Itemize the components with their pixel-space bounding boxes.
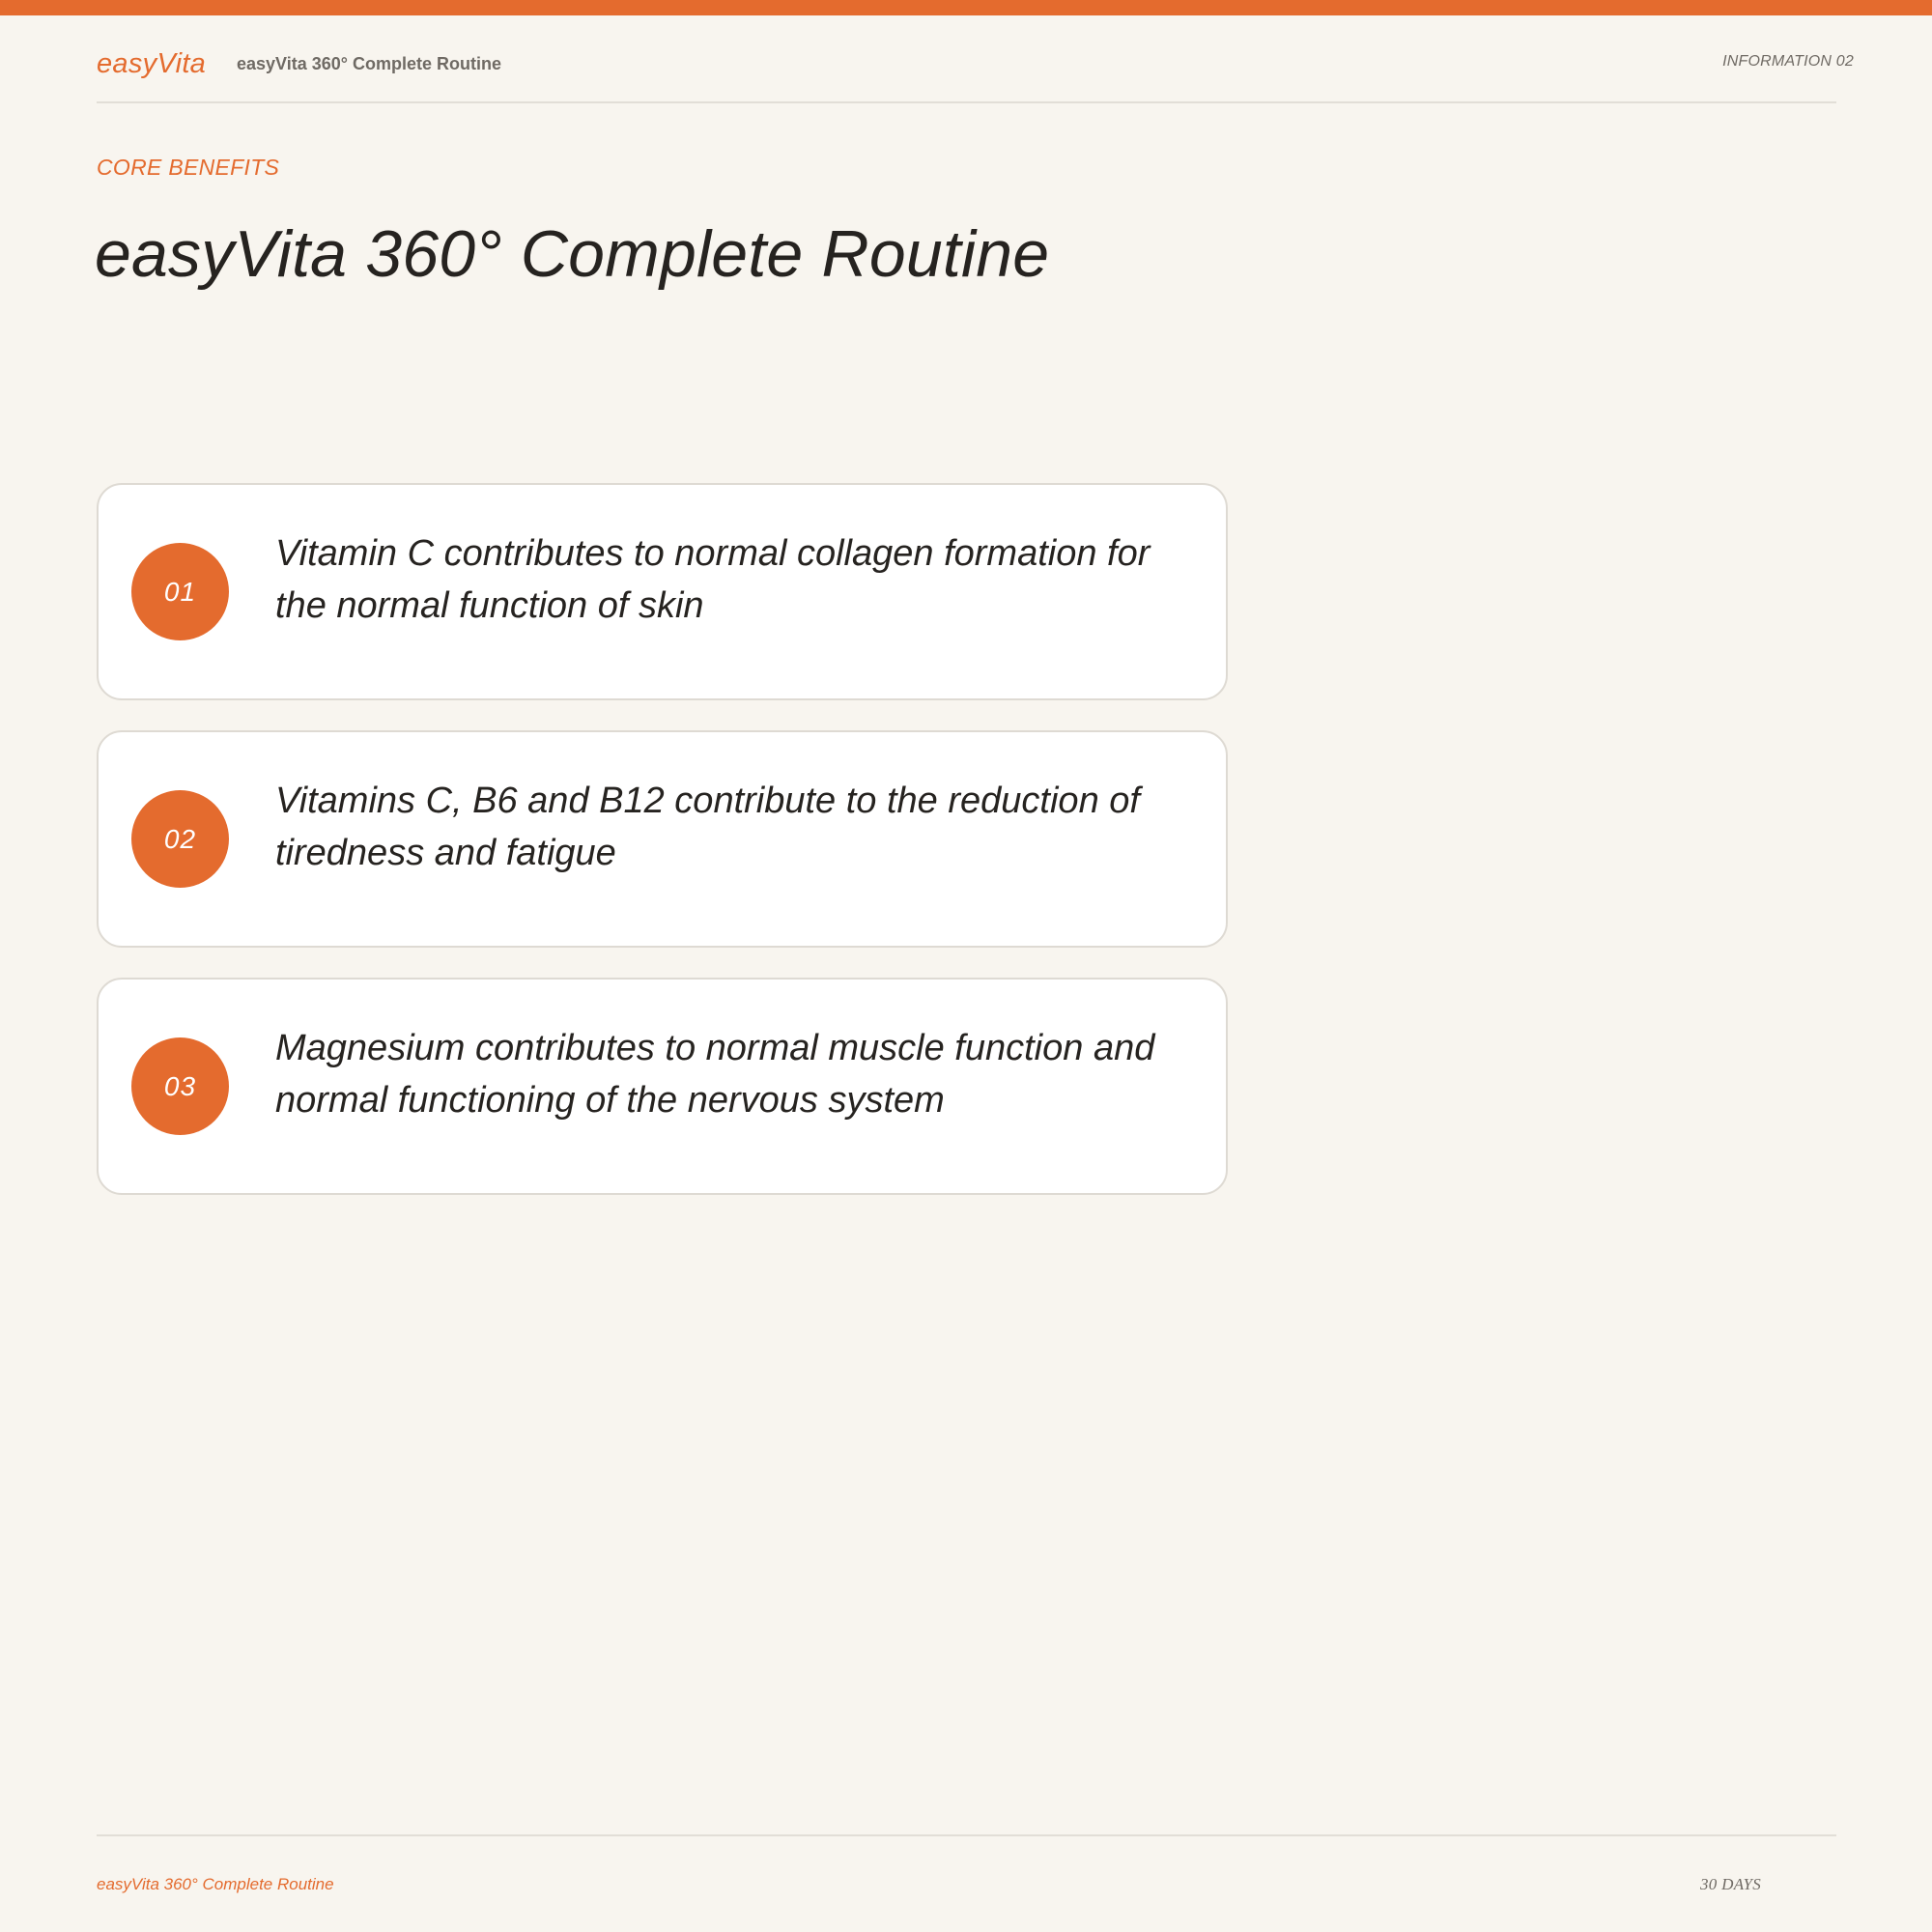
benefit-number-badge: 01 — [131, 543, 229, 640]
benefit-card-2 — [97, 730, 1228, 948]
footer-title: easyVita 360° Complete Routine — [97, 1875, 334, 1893]
page-footer — [97, 1834, 1836, 1893]
page-header — [97, 15, 1854, 103]
benefit-list — [97, 483, 1228, 1225]
footer-days-label: 30 DAYS — [1700, 1875, 1762, 1893]
benefit-number-badge: 02 — [131, 790, 229, 888]
top-accent-bar — [0, 0, 1932, 15]
section-eyebrow: CORE BENEFITS — [97, 155, 280, 180]
benefit-text: Magnesium contributes to normal muscle function and normal functioning of the nervous system — [275, 1028, 1155, 1121]
benefit-number-badge: 03 — [131, 1037, 229, 1135]
page-title: easyVita 360° Complete Routine — [95, 217, 1050, 291]
header-title: easyVita 360° Complete Routine — [237, 54, 501, 73]
header-info-label: INFORMATION 02 — [1722, 53, 1854, 70]
benefit-text: Vitamin C contributes to normal collagen formation for the normal function of skin — [275, 533, 1151, 626]
benefit-text: Vitamins C, B6 and B12 contribute to the reduction of tiredness and fatigue — [275, 781, 1140, 873]
brand-logo: easyVita — [97, 48, 207, 79]
benefit-card-1 — [97, 483, 1228, 700]
benefit-card-3 — [97, 978, 1228, 1195]
